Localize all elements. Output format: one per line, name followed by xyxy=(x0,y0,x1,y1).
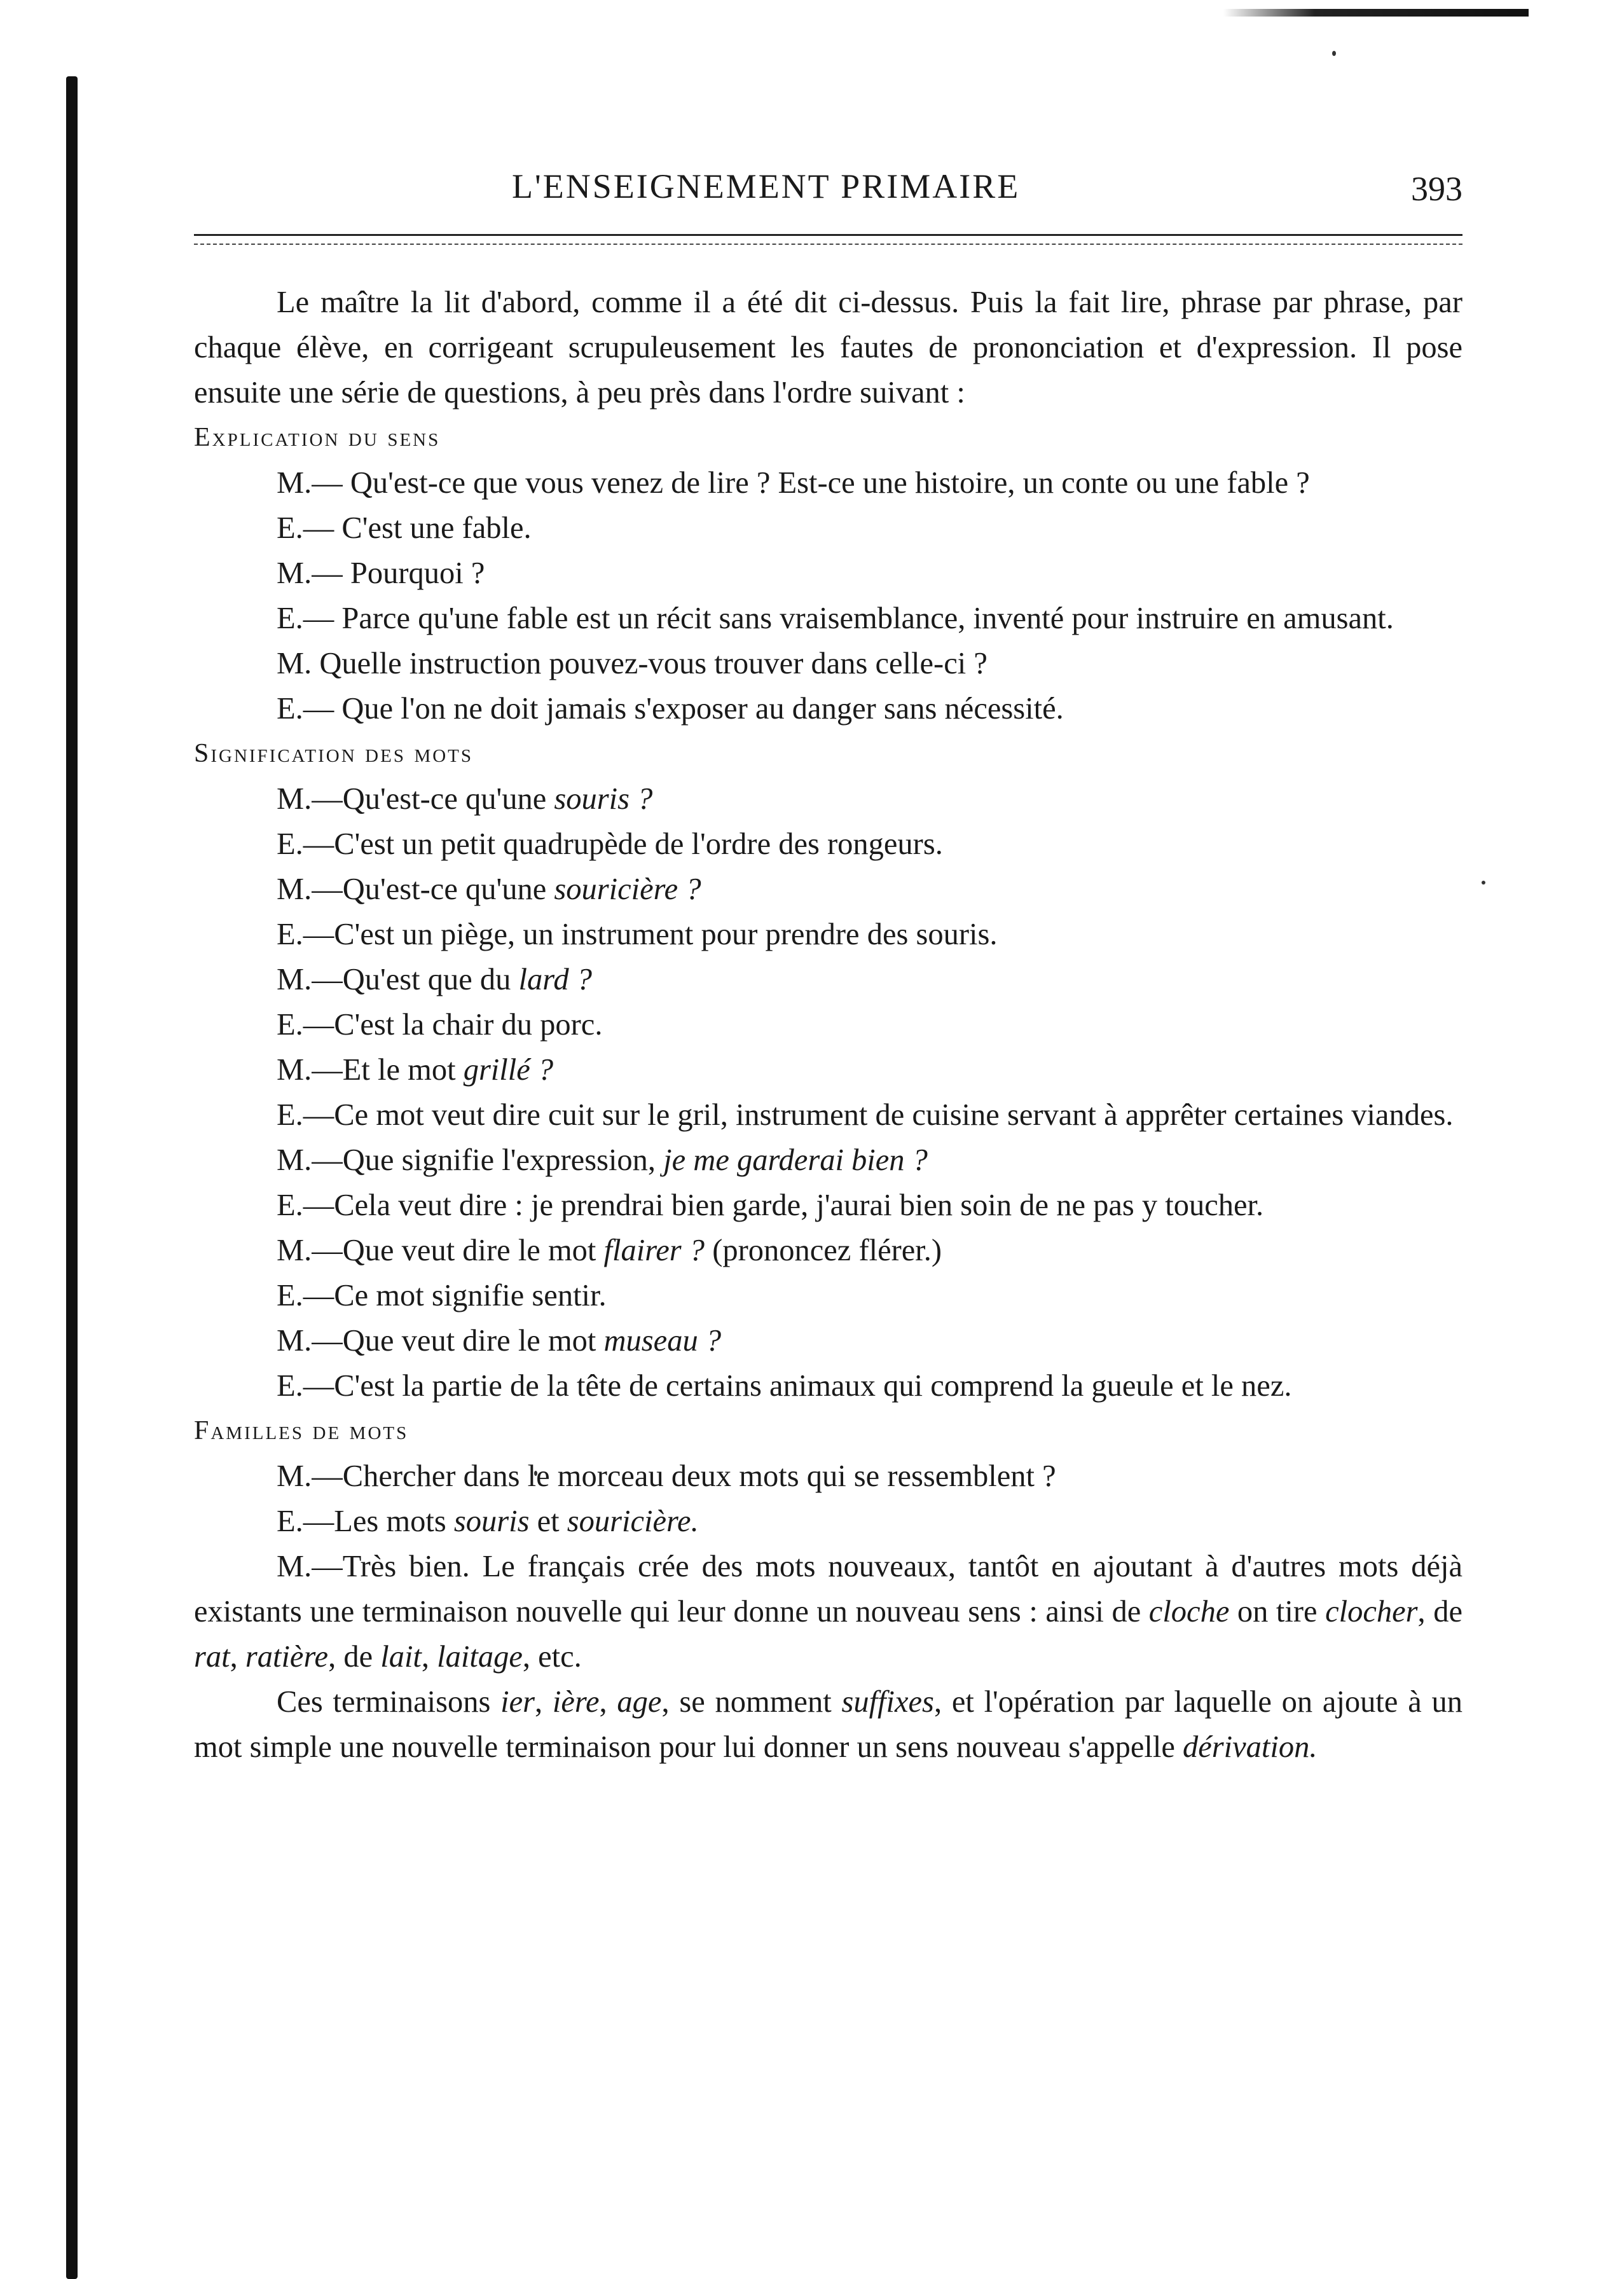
page-number: 393 xyxy=(1411,170,1462,208)
suffix-paragraph: M.—Très bien. Le français crée des mots nouveaux, tantôt en ajoutant à d'autres mots déjà existants une terminaison nouvelle qui leur donne un nouveau sens : ainsi de cloche on tire clocher, de rat, ratière, de lait, laitage, etc. xyxy=(194,1550,1462,1674)
header-rule xyxy=(194,234,1462,245)
dialog-line: E.—Ce mot veut dire cuit sur le gril, instrument de cuisine servant à apprêter certaines viandes. xyxy=(277,1098,1454,1132)
dialog-line: E.— Que l'on ne doit jamais s'exposer au danger sans nécessité. xyxy=(277,692,1064,726)
dialog-line: M.—Qu'est que du lard ? xyxy=(277,963,592,996)
dialog-line: E.—Les mots souris et souricière. xyxy=(277,1504,699,1538)
dialog-line: M.— Qu'est-ce que vous venez de lire ? Est-ce une histoire, un conte ou une fable ? xyxy=(277,466,1310,500)
print-speck xyxy=(1482,881,1485,885)
section-heading-familles: Familles de mots xyxy=(194,1416,409,1445)
dialog-line: M.— Pourquoi ? xyxy=(277,556,485,590)
dialog-line: E.— C'est une fable. xyxy=(277,511,532,545)
dialog-line: E.—C'est la chair du porc. xyxy=(277,1008,603,1042)
dialog-line: M.—Chercher dans le morceau deux mots qui se ressemblent ? xyxy=(277,1459,1056,1493)
dialog-line: E.—Cela veut dire : je prendrai bien garde, j'aurai bien soin de ne pas y toucher. xyxy=(277,1188,1264,1222)
top-edge-mark xyxy=(1223,9,1529,17)
section-heading-explication: Explication du sens xyxy=(194,423,441,452)
dialog-line: E.—C'est un petit quadrupède de l'ordre des rongeurs. xyxy=(277,827,943,861)
dialog-line: M.—Que veut dire le mot museau ? xyxy=(277,1324,722,1358)
dialog-line: E.—C'est la partie de la tête de certains animaux qui comprend la gueule et le nez. xyxy=(277,1369,1292,1403)
dialog-line: E.—Ce mot signifie sentir. xyxy=(277,1279,607,1312)
dialog-line: M.—Que signifie l'expression, je me garderai bien ? xyxy=(277,1143,928,1177)
intro-paragraph: Le maître la lit d'abord, comme il a été dit ci-dessus. Puis la fait lire, phrase par phrase, par chaque élève, en corrigeant scrupuleusement les fautes de prononciation et d'expression. Il pose ensuite une série de questions, à peu près dans l'ordre suivant : xyxy=(194,286,1462,410)
dialog-line: M.—Qu'est-ce qu'une souris ? xyxy=(277,782,653,816)
page-body xyxy=(194,280,1462,1770)
dialog-line: E.— Parce qu'une fable est un récit sans vraisemblance, inventé pour instruire en amusant. xyxy=(277,602,1394,635)
print-speck xyxy=(1332,51,1336,56)
dialog-line: E.—C'est un piège, un instrument pour prendre des souris. xyxy=(277,918,998,951)
section-heading-signification: Signification des mots xyxy=(194,739,474,768)
running-title: L'ENSEIGNEMENT PRIMAIRE xyxy=(512,167,1021,205)
dialog-line: M.—Que veut dire le mot flairer ? (prononcez flérer.) xyxy=(277,1234,942,1267)
dialog-line: M. Quelle instruction pouvez-vous trouver dans celle-ci ? xyxy=(277,647,987,680)
dialog-line: M.—Et le mot grillé ? xyxy=(277,1053,554,1087)
page-binding-edge xyxy=(66,76,78,2279)
dialog-line: M.—Qu'est-ce qu'une souricière ? xyxy=(277,872,701,906)
derivation-paragraph: Ces terminaisons ier, ière, age, se nomment suffixes, et l'opération par laquelle on ajoute à un mot simple une nouvelle terminaison pour lui donner un sens nouveau s'appelle dérivation. xyxy=(194,1685,1462,1764)
page-header xyxy=(194,167,1462,217)
